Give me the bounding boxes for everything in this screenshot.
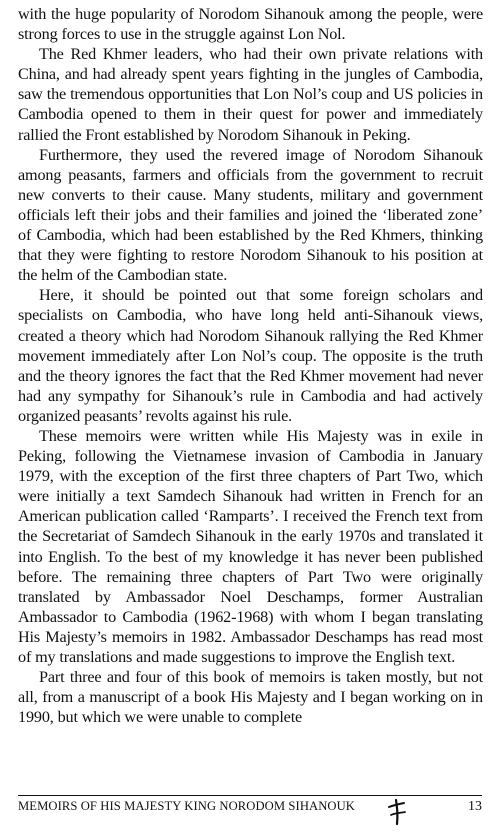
paragraph-5: These memoirs were written while His Majesty was in exile in Peking, following the Vietnamese invasion of Cambodia in January 1979, with the exception of the first three chapters of Part Two, which were initially a text Samdech Sihanouk had written in French for an American publication called ‘Ramparts’. I received the French text from the Secretariat of Samdech Sihanouk in the early 1970s and translated it into English. To the best of my knowledge it has never been published before. The remaining three chapters of Part Two were originally translated by Ambassador Noel Deschamps, former Australian Ambassador to Cambodia (1962-1968) with whom I began translating His Majesty’s memoirs in 1982. Ambassador Deschamps has read most of my translations and made suggestions to improve the English text. [18, 426, 483, 666]
paragraph-4: Here, it should be pointed out that some foreign scholars and specialists on Cambodia, who have long held anti-Sihanouk views, created a theory which had Norodom Sihanouk rallying the Red Khmer movement immediately after Lon Nol’s coup. The opposite is the truth and the theory ignores the fact that the Red Khmer movement had never had any sympathy for Sihanouk’s rule in Cambodia and had actively organized peasants’ revolts against his rule. [18, 286, 483, 425]
paragraph-1: with the huge popularity of Norodom Sihanouk among the people, were strong forces to use in the struggle against Lon Nol. [18, 5, 483, 44]
page-number: 13 [468, 799, 482, 814]
paragraph-6: Part three and four of this book of memoirs is taken mostly, but not all, from a manuscript of a book His Majesty and I began working on in 1990, but which we were unable to complete [18, 668, 483, 727]
paragraph-3: Furthermore, they used the revered image of Norodom Sihanouk among peasants, farmers and officials from the government to recruit new converts to their cause. Many students, military and government officials left their jobs and their families and joined the ‘liberated zone’ of Cambodia, which had been established by the Red Khmers, thinking that they were fighting to restore Norodom Sihanouk to his position at the helm of the Cambodian state. [18, 145, 483, 285]
handwritten-mark-icon [386, 798, 408, 826]
body-text [18, 4, 483, 727]
paragraph-2: The Red Khmer leaders, who had their own private relations with China, and had already spent years fighting in the jungles of Cambodia, saw the tremendous opportunities that Lon Nol’s coup and US policies in Cambodia opened to them in their quest for power and immediately rallied the Front established by Norodom Sihanouk in Peking. [18, 45, 483, 144]
page-footer [18, 795, 482, 823]
running-head: MEMOIRS OF HIS MAJESTY KING NORODOM SIHANOUK [18, 799, 355, 813]
